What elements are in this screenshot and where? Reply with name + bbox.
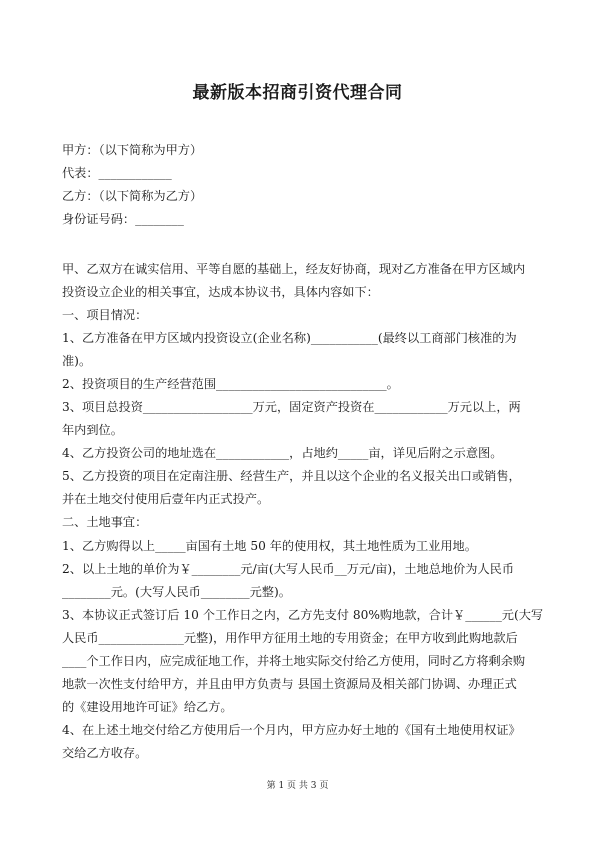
section-heading: 二、土地事宜： [62,515,148,529]
body-line: 5、乙方投资的项目在定南注册、经营生产，并且以这个企业的名义报关出口或销售， [62,469,521,483]
party-a-line: 甲方：（以下简称为甲方） [62,143,203,157]
body-line: 1、乙方准备在甲方区域内投资设立(企业名称)___________(最终以工商部门核准的为 [62,331,517,345]
body-line: 年内到位。 [62,423,123,437]
page-footer: 第 1 页 共 3 页 [266,781,329,791]
party-b-line: 乙方：（以下简称为乙方） [62,189,203,203]
body-line: 地款一次性支付给甲方，并且由甲方负责与 县国土资源局及相关部门协调、办理正式 [62,677,517,691]
section-heading: 一、项目情况： [62,308,148,322]
body-line: 准)。 [62,354,92,368]
body-line: 4、在上述土地交付给乙方使用后一个月内，甲方应办好土地的《国有土地使用权证》 [62,723,521,737]
document-title: 最新版本招商引资代理合同 [192,83,403,103]
body-line: 2、投资项目的生产经营范围____________________________。 [62,377,399,391]
body-line: 1、乙方购得以上_____亩国有土地 50 年的使用权，其土地性质为工业用地。 [62,539,477,553]
body-line: 3、项目总投资__________________万元，固定资产投资在____________万元以上，两 [62,400,521,414]
body-line: 2、以上土地的单价为￥________元/亩(大写人民币__万元/亩)，土地总地价为人民币 [62,562,515,576]
body-line: ________元。(大写人民币________元整)。 [62,585,291,599]
body-line: 投资设立企业的相关事宜，达成本协议书，具体内容如下： [62,285,379,299]
body-line: 交给乙方收存。 [62,746,148,760]
body-line: 3、本协议正式签订后 10 个工作日之内，乙方先支付 80%购地款，合计￥______元(大写 [62,608,544,622]
body-line: 4、乙方投资公司的地址选在____________，占地约_____亩，详见后附之示意图。 [62,446,503,460]
body-line: 甲、乙双方在诚实信用、平等自愿的基础上，经友好协商，现对乙方准备在甲方区域内 [62,262,526,276]
body-line: 的《建设用地许可证》给乙方。 [62,700,233,714]
body-line: ____个工作日内，应完成征地工作，并将土地实际交付给乙方使用，同时乙方将剩余购 [62,654,526,668]
id-number-line: 身份证号码：________ [62,212,184,226]
body-line: 人民币______________元整)，用作甲方征用土地的专用资金；在甲方收到此购地款后 [62,631,518,645]
body-line: 并在土地交付使用后壹年内正式投产。 [62,492,270,506]
representative-line: 代表：____________ [62,166,172,180]
